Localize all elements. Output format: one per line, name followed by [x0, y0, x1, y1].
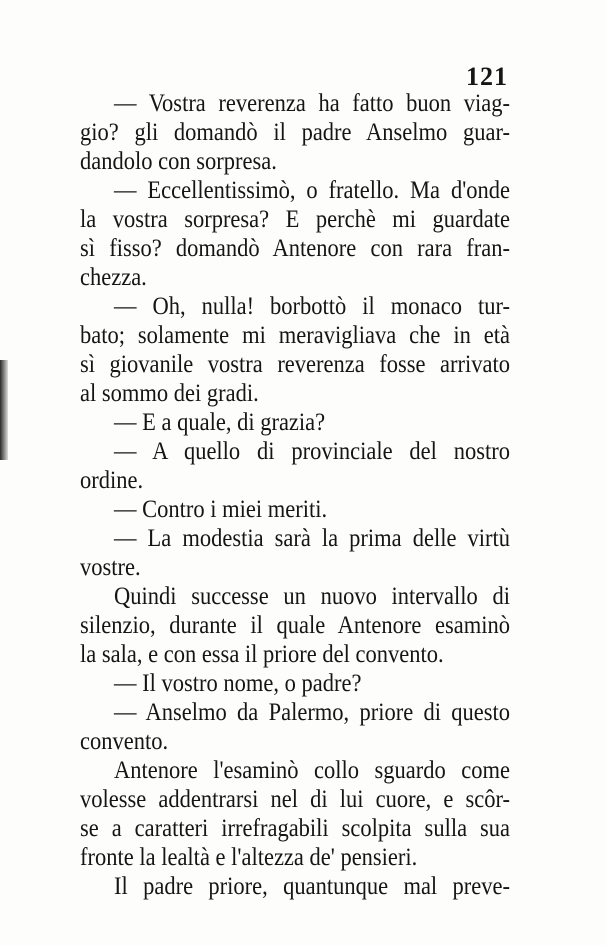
text-line: la sala, e con essa il priore del convento.	[80, 639, 444, 668]
text-line: — A quello di provinciale del nostro	[114, 436, 510, 465]
text-line: la vostra sorpresa? E perchè mi guardate	[80, 204, 510, 233]
text-line: volesse addentrarsi nel di lui cuore, e scôr-	[80, 784, 510, 813]
text-line: fronte la lealtà e l'altezza de' pensieri.	[80, 842, 418, 871]
text-line: gio? gli domandò il padre Anselmo guar-	[80, 117, 510, 146]
text-line: silenzio, durante il quale Antenore esaminò	[80, 610, 510, 639]
text-line: Antenore l'esaminò collo sguardo come	[114, 755, 510, 784]
text-line: — Vostra reverenza ha fatto buon viag-	[114, 88, 510, 117]
text-line: chezza.	[80, 262, 147, 291]
text-line: ordine.	[80, 465, 144, 494]
body-text	[80, 88, 510, 900]
text-line: convento.	[80, 726, 169, 755]
page-number: 121	[466, 62, 508, 91]
text-line: — La modestia sarà la prima delle virtù	[114, 523, 510, 552]
text-line: — Contro i miei meriti.	[114, 494, 328, 523]
text-line: — Oh, nulla! borbottò il monaco tur-	[114, 291, 510, 320]
text-line: sì fisso? domandò Antenore con rara fran-	[80, 233, 510, 262]
text-line: Il padre priore, quantunque mal preve-	[114, 871, 510, 900]
text-line: — E a quale, di grazia?	[114, 407, 326, 436]
text-line: sì giovanile vostra reverenza fosse arrivato	[80, 349, 510, 378]
text-line: al sommo dei gradi.	[80, 378, 259, 407]
text-line: Quindi successe un nuovo intervallo di	[114, 581, 510, 610]
text-line: — Eccellentissimò, o fratello. Ma d'onde	[114, 175, 510, 204]
text-line: — Anselmo da Palermo, priore di questo	[114, 697, 510, 726]
text-line: bato; solamente mi meravigliava che in età	[80, 320, 510, 349]
text-line: se a caratteri irrefragabili scolpita sulla sua	[80, 813, 510, 842]
text-line: — Il vostro nome, o padre?	[114, 668, 362, 697]
text-line: vostre.	[80, 552, 141, 581]
binding-edge-shadow	[0, 360, 8, 460]
text-line: dandolo con sorpresa.	[80, 146, 277, 175]
